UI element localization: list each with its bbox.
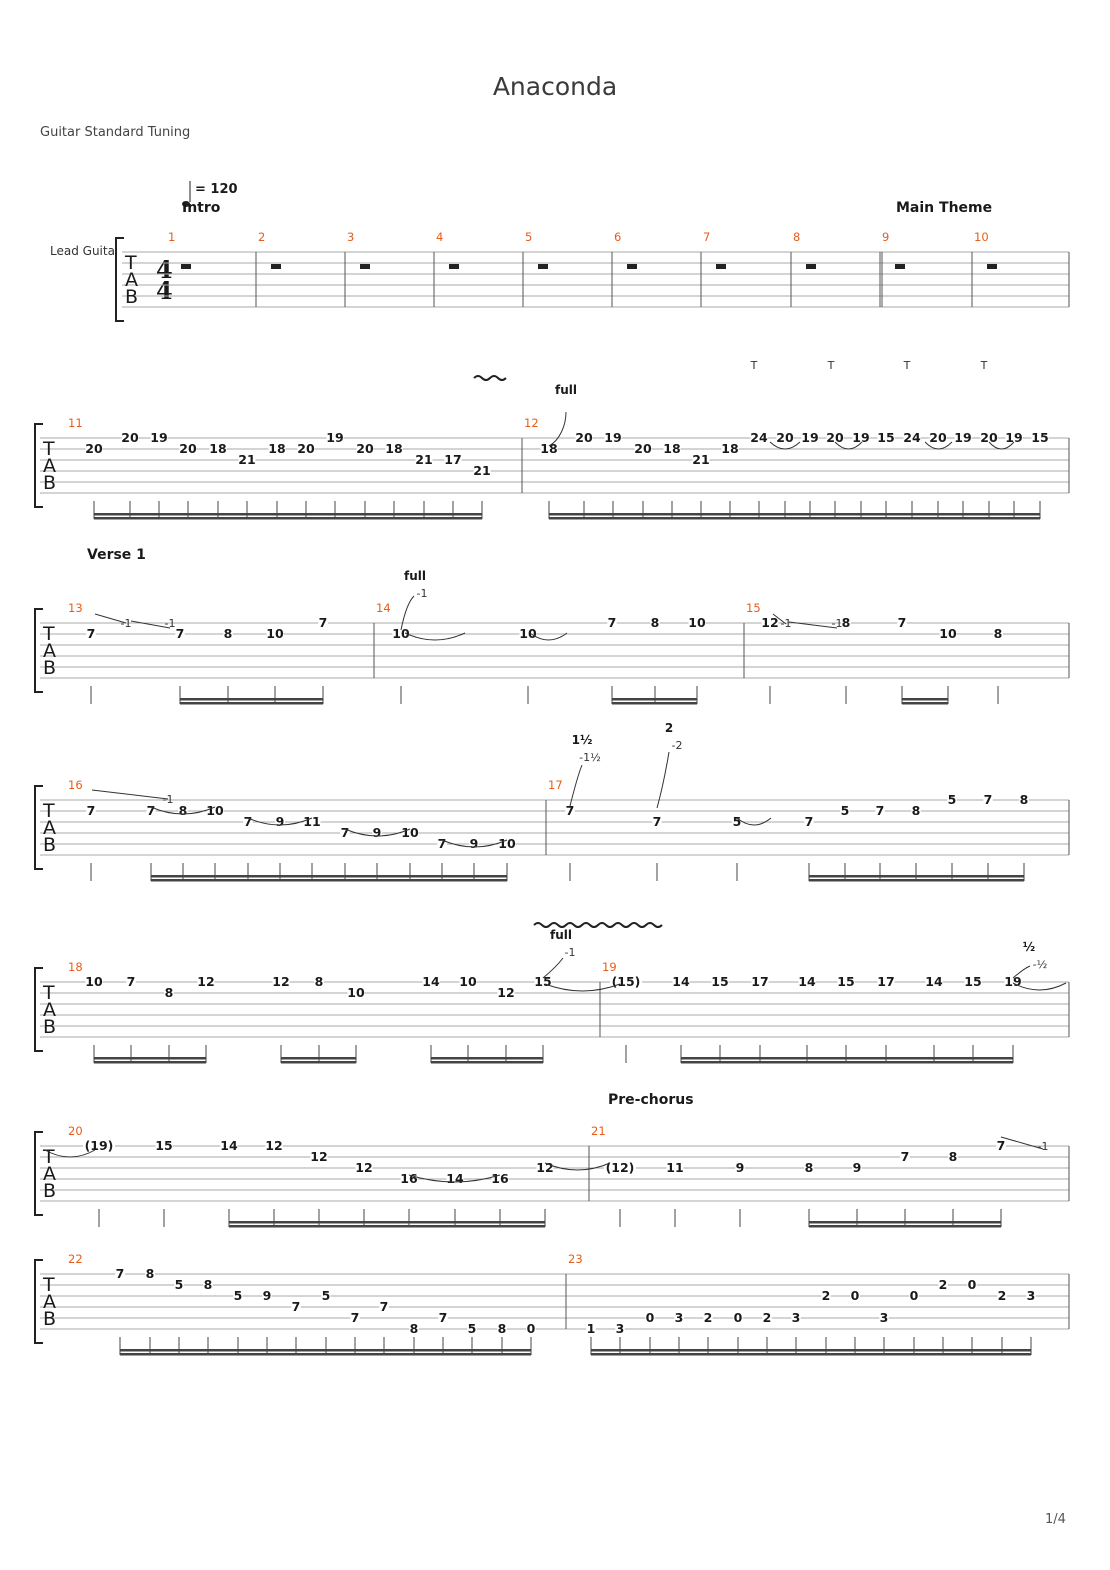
beam bbox=[120, 1349, 531, 1352]
fret-number: 18 bbox=[268, 441, 286, 456]
fret-number: 12 bbox=[265, 1138, 283, 1153]
fret-number: 12 bbox=[272, 974, 290, 989]
tab-system bbox=[116, 230, 1069, 321]
tab-clef-letter: B bbox=[125, 286, 139, 308]
fret-number: 12 bbox=[536, 1160, 554, 1175]
technique-mark: T bbox=[903, 359, 911, 372]
fret-number: 20 bbox=[575, 430, 593, 445]
technique-mark: -1 bbox=[1037, 1140, 1049, 1153]
beam bbox=[281, 1057, 356, 1060]
technique-mark: 1½ bbox=[571, 733, 593, 747]
tab-clef-letter: B bbox=[43, 1308, 57, 1330]
whole-rest bbox=[538, 264, 548, 269]
fret-number: 7 bbox=[379, 1299, 389, 1314]
fret-number: 5 bbox=[321, 1288, 331, 1303]
technique-mark: -1 bbox=[780, 617, 792, 630]
section-verse-1: Verse 1 bbox=[87, 547, 146, 563]
technique-mark: -1 bbox=[120, 617, 132, 630]
tuning-label: Guitar Standard Tuning bbox=[40, 125, 191, 140]
beam bbox=[281, 1061, 356, 1064]
fret-number: 15 bbox=[534, 974, 552, 989]
fret-number: 9 bbox=[852, 1160, 862, 1175]
fret-number: (15) bbox=[611, 974, 641, 989]
fret-number: 5 bbox=[947, 792, 957, 807]
beam bbox=[902, 702, 948, 705]
fret-number: 19 bbox=[1004, 974, 1022, 989]
bar-number: 13 bbox=[68, 601, 83, 615]
fret-number: 0 bbox=[526, 1321, 536, 1336]
beam bbox=[809, 875, 1024, 878]
fret-number: 24 bbox=[750, 430, 768, 445]
fret-number: 20 bbox=[85, 441, 103, 456]
tab-clef-letter: B bbox=[43, 657, 57, 679]
fret-number: 11 bbox=[303, 814, 321, 829]
beam bbox=[809, 879, 1024, 882]
fret-number: 9 bbox=[275, 814, 285, 829]
beam bbox=[151, 879, 507, 882]
beam bbox=[591, 1349, 1031, 1352]
beam bbox=[612, 698, 697, 701]
fret-number: 10 bbox=[939, 626, 957, 641]
tab-clef-letter: A bbox=[43, 999, 56, 1021]
bar-number: 12 bbox=[524, 416, 539, 430]
tab-system bbox=[35, 1124, 1069, 1228]
system-bracket bbox=[35, 609, 43, 692]
beam bbox=[180, 702, 323, 705]
beam bbox=[151, 875, 507, 878]
fret-number: 7 bbox=[86, 803, 96, 818]
beam bbox=[180, 698, 323, 701]
fret-number: 7 bbox=[291, 1299, 301, 1314]
beam bbox=[431, 1057, 543, 1060]
fret-number: 8 bbox=[314, 974, 324, 989]
technique-mark: -1 bbox=[564, 946, 576, 959]
bar-number: 14 bbox=[376, 601, 391, 615]
track-name: Lead Guita bbox=[50, 244, 115, 258]
fret-number: 18 bbox=[663, 441, 681, 456]
fret-number: 3 bbox=[879, 1310, 889, 1325]
fret-number: 8 bbox=[223, 626, 233, 641]
fret-number: 16 bbox=[491, 1171, 509, 1186]
fret-number: 2 bbox=[703, 1310, 713, 1325]
beam bbox=[94, 517, 482, 520]
fret-number: 20 bbox=[356, 441, 374, 456]
system-bracket bbox=[35, 1132, 43, 1215]
fret-number: 7 bbox=[175, 626, 185, 641]
technique-mark: T bbox=[750, 359, 758, 372]
bar-number: 23 bbox=[568, 1252, 583, 1266]
technique-mark: T bbox=[827, 359, 835, 372]
bar-number: 19 bbox=[602, 960, 617, 974]
fret-number: 7 bbox=[318, 615, 328, 630]
fret-number: 1 bbox=[586, 1321, 596, 1336]
fret-number: 12 bbox=[310, 1149, 328, 1164]
tab-clef-letter: B bbox=[43, 834, 57, 856]
fret-number: 7 bbox=[565, 803, 575, 818]
fret-number: 7 bbox=[146, 803, 156, 818]
fret-number: 20 bbox=[121, 430, 139, 445]
tab-clef-letter: T bbox=[43, 438, 55, 460]
fret-number: 15 bbox=[837, 974, 855, 989]
fret-number: 7 bbox=[86, 626, 96, 641]
beam bbox=[681, 1057, 1013, 1060]
fret-number: 16 bbox=[400, 1171, 418, 1186]
bar-number: 8 bbox=[793, 230, 801, 244]
fret-number: 7 bbox=[350, 1310, 360, 1325]
fret-number: 17 bbox=[751, 974, 769, 989]
fret-number: 2 bbox=[938, 1277, 948, 1292]
fret-number: 21 bbox=[238, 452, 256, 467]
fret-number: 10 bbox=[206, 803, 224, 818]
vibrato-mark bbox=[534, 923, 662, 927]
fret-number: 15 bbox=[877, 430, 895, 445]
fret-number: 3 bbox=[791, 1310, 801, 1325]
fret-number: 21 bbox=[415, 452, 433, 467]
whole-rest bbox=[449, 264, 459, 269]
fret-number: 5 bbox=[732, 814, 742, 829]
fret-number: 2 bbox=[821, 1288, 831, 1303]
bar-number: 21 bbox=[591, 1124, 606, 1138]
fret-number: 8 bbox=[178, 803, 188, 818]
tie-slur bbox=[545, 1163, 610, 1170]
fret-number: 7 bbox=[607, 615, 617, 630]
beam bbox=[431, 1061, 543, 1064]
beam bbox=[94, 1061, 206, 1064]
fret-number: 7 bbox=[996, 1138, 1006, 1153]
beam bbox=[94, 513, 482, 516]
bar-number: 9 bbox=[882, 230, 890, 244]
beam bbox=[120, 1353, 531, 1356]
fret-number: 5 bbox=[174, 1277, 184, 1292]
beam bbox=[809, 1225, 1001, 1228]
fret-number: 12 bbox=[197, 974, 215, 989]
fret-number: 21 bbox=[692, 452, 710, 467]
fret-number: 7 bbox=[652, 814, 662, 829]
whole-rest bbox=[360, 264, 370, 269]
vibrato-mark bbox=[474, 376, 506, 380]
tempo-marking: = 120 bbox=[195, 182, 238, 197]
fret-number: 10 bbox=[519, 626, 537, 641]
fret-number: 20 bbox=[634, 441, 652, 456]
fret-number: 8 bbox=[911, 803, 921, 818]
fret-number: 10 bbox=[401, 825, 419, 840]
fret-number: 7 bbox=[900, 1149, 910, 1164]
tab-system bbox=[35, 569, 1069, 705]
fret-number: 9 bbox=[469, 836, 479, 851]
fret-number: 8 bbox=[841, 615, 851, 630]
fret-number: 3 bbox=[674, 1310, 684, 1325]
technique-mark: -1 bbox=[164, 617, 176, 630]
fret-number: 14 bbox=[672, 974, 690, 989]
fret-number: 14 bbox=[422, 974, 440, 989]
whole-rest bbox=[895, 264, 905, 269]
fret-number: 0 bbox=[645, 1310, 655, 1325]
whole-rest bbox=[627, 264, 637, 269]
fret-number: 8 bbox=[409, 1321, 419, 1336]
fret-number: 18 bbox=[540, 441, 558, 456]
section-intro: Intro bbox=[182, 200, 221, 216]
bend-line bbox=[543, 958, 563, 978]
bar-number: 1 bbox=[168, 230, 176, 244]
bar-number: 7 bbox=[703, 230, 711, 244]
technique-mark: -1 bbox=[162, 793, 174, 806]
tab-system bbox=[35, 1252, 1069, 1356]
fret-number: 7 bbox=[437, 836, 447, 851]
bar-number: 20 bbox=[68, 1124, 83, 1138]
fret-number: 20 bbox=[179, 441, 197, 456]
tab-clef-letter: A bbox=[43, 455, 56, 477]
beam bbox=[681, 1061, 1013, 1064]
fret-number: 0 bbox=[850, 1288, 860, 1303]
bar-number: 18 bbox=[68, 960, 83, 974]
fret-number: 3 bbox=[615, 1321, 625, 1336]
fret-number: 14 bbox=[925, 974, 943, 989]
bar-number: 6 bbox=[614, 230, 622, 244]
fret-number: 8 bbox=[804, 1160, 814, 1175]
tab-clef-letter: B bbox=[43, 1016, 57, 1038]
tab-system bbox=[35, 359, 1069, 520]
beam bbox=[902, 698, 948, 701]
fret-number: 15 bbox=[964, 974, 982, 989]
fret-number: 10 bbox=[266, 626, 284, 641]
tab-clef-letter: B bbox=[43, 472, 57, 494]
fret-number: 17 bbox=[877, 974, 895, 989]
system-bracket bbox=[116, 238, 124, 321]
fret-number: 8 bbox=[145, 1266, 155, 1281]
fret-number: 8 bbox=[203, 1277, 213, 1292]
fret-number: 19 bbox=[801, 430, 819, 445]
fret-number: 7 bbox=[340, 825, 350, 840]
beam bbox=[94, 1057, 206, 1060]
whole-rest bbox=[806, 264, 816, 269]
fret-number: 15 bbox=[1031, 430, 1049, 445]
fret-number: 0 bbox=[733, 1310, 743, 1325]
song-title: Anaconda bbox=[492, 72, 618, 101]
whole-rest bbox=[987, 264, 997, 269]
technique-mark: -2 bbox=[671, 739, 683, 752]
technique-mark: full bbox=[550, 928, 572, 942]
fret-number: 19 bbox=[604, 430, 622, 445]
tab-clef-letter: A bbox=[43, 640, 56, 662]
time-signature-top: 4 bbox=[156, 255, 173, 284]
beam bbox=[229, 1221, 545, 1224]
fret-number: 10 bbox=[347, 985, 365, 1000]
system-bracket bbox=[35, 968, 43, 1051]
technique-mark: T bbox=[980, 359, 988, 372]
fret-number: (12) bbox=[605, 1160, 635, 1175]
technique-mark: full bbox=[404, 569, 426, 583]
fret-number: 14 bbox=[220, 1138, 238, 1153]
bar-number: 2 bbox=[258, 230, 266, 244]
fret-number: 20 bbox=[980, 430, 998, 445]
fret-number: 9 bbox=[735, 1160, 745, 1175]
beam bbox=[809, 1221, 1001, 1224]
fret-number: 7 bbox=[875, 803, 885, 818]
fret-number: 7 bbox=[804, 814, 814, 829]
fret-number: 18 bbox=[385, 441, 403, 456]
fret-number: 20 bbox=[297, 441, 315, 456]
bar-number: 5 bbox=[525, 230, 533, 244]
fret-number: (19) bbox=[84, 1138, 114, 1153]
technique-mark: -1 bbox=[416, 587, 428, 600]
fret-number: 7 bbox=[897, 615, 907, 630]
fret-number: 7 bbox=[126, 974, 136, 989]
fret-number: 7 bbox=[243, 814, 253, 829]
fret-number: 24 bbox=[903, 430, 921, 445]
system-bracket bbox=[35, 786, 43, 869]
bar-number: 3 bbox=[347, 230, 355, 244]
bar-number: 15 bbox=[746, 601, 761, 615]
section-pre-chorus: Pre-chorus bbox=[608, 1092, 694, 1108]
tab-clef-letter: A bbox=[43, 817, 56, 839]
fret-number: 12 bbox=[497, 985, 515, 1000]
fret-number: 20 bbox=[776, 430, 794, 445]
fret-number: 18 bbox=[721, 441, 739, 456]
fret-number: 11 bbox=[666, 1160, 684, 1175]
beam bbox=[549, 517, 1040, 520]
whole-rest bbox=[271, 264, 281, 269]
section-main-theme: Main Theme bbox=[896, 200, 993, 216]
fret-number: 20 bbox=[929, 430, 947, 445]
beam bbox=[549, 513, 1040, 516]
technique-mark: -1½ bbox=[579, 751, 601, 764]
whole-rest bbox=[716, 264, 726, 269]
fret-number: 19 bbox=[150, 430, 168, 445]
fret-number: 19 bbox=[326, 430, 344, 445]
fret-number: 7 bbox=[438, 1310, 448, 1325]
system-bracket bbox=[35, 424, 43, 507]
tab-clef-letter: B bbox=[43, 1180, 57, 1202]
time-signature-bottom: 4 bbox=[156, 276, 173, 305]
bar-number: 4 bbox=[436, 230, 444, 244]
bar-number: 10 bbox=[974, 230, 989, 244]
fret-number: 5 bbox=[840, 803, 850, 818]
fret-number: 12 bbox=[355, 1160, 373, 1175]
fret-number: 18 bbox=[209, 441, 227, 456]
fret-number: 5 bbox=[233, 1288, 243, 1303]
fret-number: 21 bbox=[473, 463, 491, 478]
tab-clef-letter: T bbox=[43, 1146, 55, 1168]
page-number: 1/4 bbox=[1045, 1512, 1066, 1527]
fret-number: 8 bbox=[948, 1149, 958, 1164]
fret-number: 8 bbox=[993, 626, 1003, 641]
system-bracket bbox=[35, 1260, 43, 1343]
fret-number: 8 bbox=[497, 1321, 507, 1336]
technique-mark: ½ bbox=[1022, 940, 1036, 954]
fret-number: 15 bbox=[711, 974, 729, 989]
bar-number: 11 bbox=[68, 416, 83, 430]
fret-number: 19 bbox=[852, 430, 870, 445]
bar-number: 17 bbox=[548, 778, 563, 792]
fret-number: 0 bbox=[909, 1288, 919, 1303]
fret-number: 9 bbox=[262, 1288, 272, 1303]
fret-number: 10 bbox=[498, 836, 516, 851]
tab-clef-letter: T bbox=[43, 800, 55, 822]
bend-line bbox=[401, 596, 414, 630]
fret-number: 7 bbox=[983, 792, 993, 807]
fret-number: 2 bbox=[997, 1288, 1007, 1303]
technique-mark: -1 bbox=[831, 617, 843, 630]
bar-number: 16 bbox=[68, 778, 83, 792]
fret-number: 9 bbox=[372, 825, 382, 840]
tab-clef-letter: T bbox=[43, 1274, 55, 1296]
tab-clef-letter: A bbox=[43, 1163, 56, 1185]
fret-number: 14 bbox=[798, 974, 816, 989]
fret-number: 8 bbox=[1019, 792, 1029, 807]
fret-number: 15 bbox=[155, 1138, 173, 1153]
fret-number: 14 bbox=[446, 1171, 464, 1186]
tab-clef-letter: A bbox=[43, 1291, 56, 1313]
tie-slur bbox=[545, 984, 620, 991]
beam bbox=[591, 1353, 1031, 1356]
fret-number: 0 bbox=[967, 1277, 977, 1292]
beam bbox=[229, 1225, 545, 1228]
fret-number: 7 bbox=[115, 1266, 125, 1281]
fret-number: 19 bbox=[954, 430, 972, 445]
fret-number: 10 bbox=[85, 974, 103, 989]
fret-number: 10 bbox=[392, 626, 410, 641]
fret-number: 10 bbox=[459, 974, 477, 989]
fret-number: 19 bbox=[1005, 430, 1023, 445]
technique-mark: -½ bbox=[1032, 958, 1048, 971]
bar-number: 22 bbox=[68, 1252, 83, 1266]
fret-number: 12 bbox=[761, 615, 779, 630]
fret-number: 20 bbox=[826, 430, 844, 445]
fret-number: 5 bbox=[467, 1321, 477, 1336]
tab-system bbox=[35, 928, 1069, 1064]
fret-number: 10 bbox=[688, 615, 706, 630]
technique-mark: full bbox=[555, 383, 577, 397]
technique-mark: 2 bbox=[664, 721, 674, 735]
fret-number: 8 bbox=[650, 615, 660, 630]
tab-clef-letter: A bbox=[125, 269, 138, 291]
whole-rest bbox=[181, 264, 191, 269]
fret-number: 3 bbox=[1026, 1288, 1036, 1303]
bend-line bbox=[92, 790, 168, 799]
fret-number: 8 bbox=[164, 985, 174, 1000]
tab-clef-letter: T bbox=[43, 982, 55, 1004]
fret-number: 17 bbox=[444, 452, 462, 467]
tab-system bbox=[35, 721, 1069, 882]
fret-number: 2 bbox=[762, 1310, 772, 1325]
beam bbox=[612, 702, 697, 705]
tab-clef-letter: T bbox=[125, 252, 137, 274]
tab-clef-letter: T bbox=[43, 623, 55, 645]
